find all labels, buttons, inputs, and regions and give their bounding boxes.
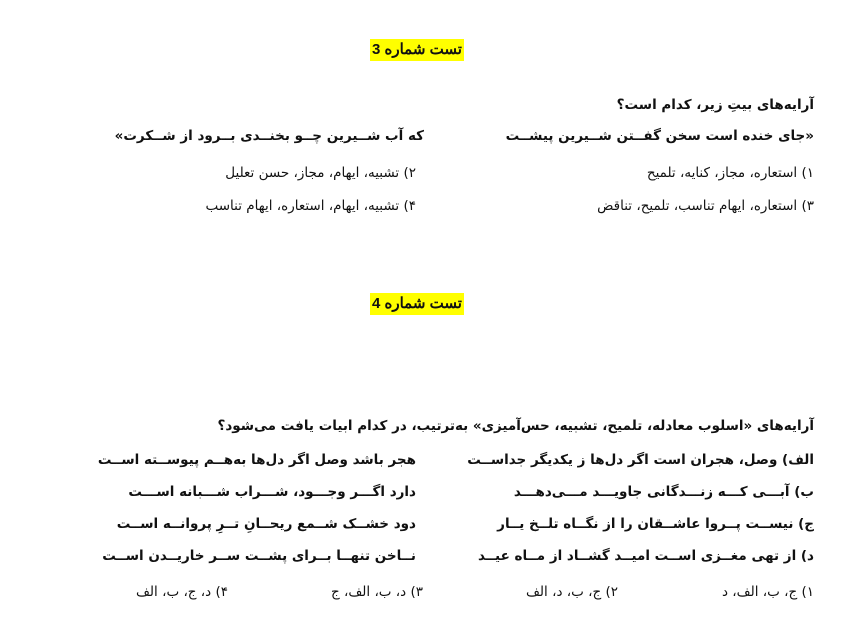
test4-verse-c-first: ج) نیســت پــروا عاشــقان را از نگــاه تلــخ یــار [497, 516, 814, 532]
test3-option-1[interactable]: ۱) استعاره، مجاز، کنایه، تلمیح [646, 165, 814, 181]
test4-verse-d-first: د) از تهی مغــزی اســت امیــد گشــاد از مــاه عیــد [478, 548, 814, 564]
test4-option-3[interactable]: ۳) د، ب، الف، ج [330, 584, 423, 600]
test4-question: آرایه‌های «اسلوب معادله، تلمیح، تشبیه، حس‌آمیزی» به‌ترتیب، در کدام ابیات یافت می‌شود؟ [217, 418, 814, 434]
test3-title: تست شماره 3 [370, 39, 464, 61]
test4-title: تست شماره 4 [370, 293, 464, 315]
test4-verse-b-second: دارد اگـــر وجـــود، شـــراب شـــبانه اســـت [128, 484, 416, 500]
test4-verse-c-second: دود خشــک شــمع ریحــانِ تــرِ پروانــه اســت [116, 516, 416, 532]
test3-option-2[interactable]: ۲) تشبیه، ایهام، مجاز، حسن تعلیل [225, 165, 416, 181]
test4-option-1[interactable]: ۱) ج، ب، الف، د [721, 584, 814, 600]
test3-verse-second-hemistich: که آب شــیرین چــو بخنــدی بــرود از شــکرت» [114, 128, 424, 144]
test3-question: آرایه‌های بیتِ زیر، کدام است؟ [616, 97, 814, 113]
test4-option-2[interactable]: ۲) ج، ب، د، الف [525, 584, 618, 600]
test4-verse-a-second: هجر باشد وصل اگر دل‌ها به‌هــم پیوســته اســت [97, 452, 416, 468]
test4-option-4[interactable]: ۴) د، ج، ب، الف [135, 584, 228, 600]
test4-verse-b-first: ب) آبـــی کـــه زنـــدگانی جاویـــد مـــی‌دهـــد [513, 484, 814, 500]
test3-verse-first-hemistich: «جای خنده است سخن گفــتن شــیرین پیشــت [505, 128, 814, 144]
test3-option-4[interactable]: ۴) تشبیه، ایهام، استعاره، ایهام تناسب [205, 198, 416, 214]
test3-option-3[interactable]: ۳) استعاره، ایهام تناسب، تلمیح، تناقض [597, 198, 814, 214]
test4-verse-d-second: نــاخن تنهــا بــرای پشــت ســر خاریــدن اســت [102, 548, 416, 564]
test4-verse-a-first: الف) وصل، هجران است اگر دل‌ها ز یکدیگر جداســت [467, 452, 814, 468]
